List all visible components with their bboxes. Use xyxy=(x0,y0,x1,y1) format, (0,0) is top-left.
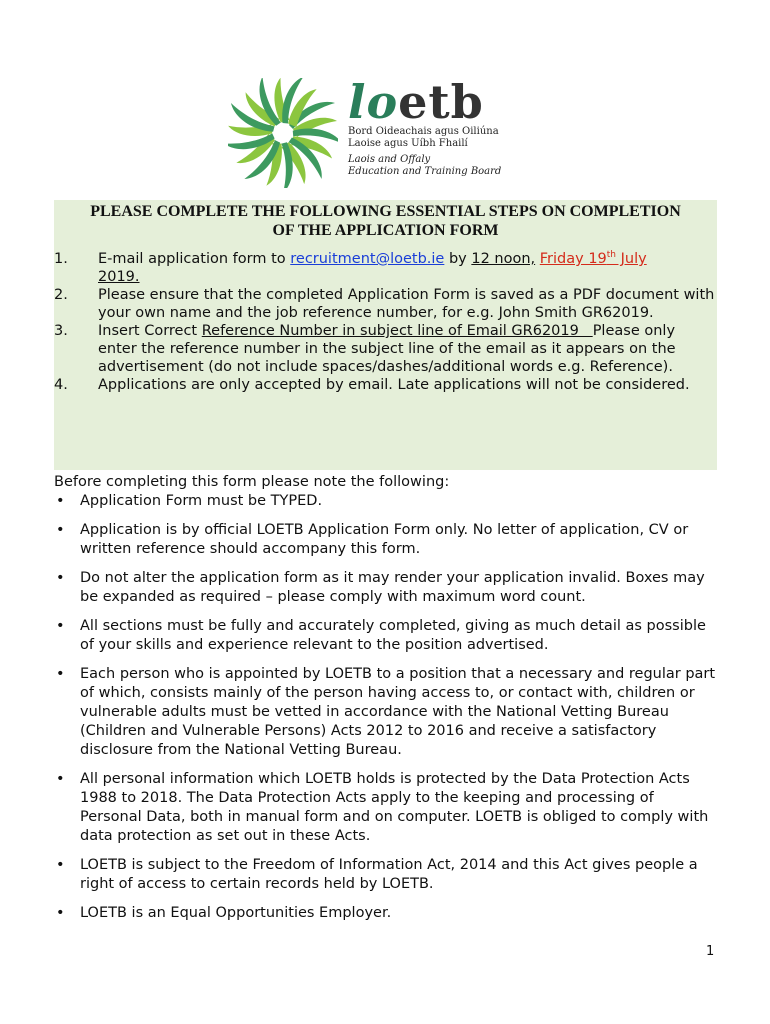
deadline-date-suffix: th xyxy=(606,250,617,261)
logo-wordmark xyxy=(348,75,501,129)
bullet-icon: • xyxy=(56,857,65,873)
deadline-date xyxy=(540,251,647,267)
bullet-icon: • xyxy=(56,522,65,538)
logo-text-block xyxy=(348,75,502,178)
bullet-icon: • xyxy=(56,771,65,787)
deadline-time: 12 noon, xyxy=(471,251,536,267)
step2-text: Please ensure that the completed Application Form is saved as a PDF document with your own name and the job reference number, for e.g. John Smith GR62019. xyxy=(98,287,715,321)
steps-title-line-1: PLEASE COMPLETE THE FOLLOWING ESSENTIAL STEPS ON COMPLETION xyxy=(90,203,681,220)
step-item-3 xyxy=(54,322,717,376)
steps-title xyxy=(54,202,717,240)
step-number: 2. xyxy=(54,287,68,303)
step-number: 4. xyxy=(54,377,68,393)
list-item: • Each person who is appointed by LOETB to a position that a necessary and regular part of which, consists mainly of the person having access to, or contact with, children or vulnerable adults must be vetted in accordance with the National Vetting Bureau (Children and Vulnerable Persons) Acts 2012 to 2016 and receive a satisfactory disclosure from the National Vetting Bureau. xyxy=(56,666,716,758)
list-item: • LOETB is an Equal Opportunities Employer. xyxy=(56,905,392,921)
logo-irish-line-1: Bord Oideachais agus Oiliúna xyxy=(348,126,499,137)
deadline-date-month: July xyxy=(616,251,647,267)
bullet-icon: • xyxy=(56,666,65,682)
notes-intro: Before completing this form please note the following: xyxy=(54,474,450,490)
logo-english-line-2: Education and Training Board xyxy=(348,166,502,177)
step-item-4 xyxy=(54,376,717,394)
bullet-icon: • xyxy=(56,618,65,634)
deadline-date-day: Friday 19 xyxy=(539,251,607,267)
logo-english-line-1: Laois and Offaly xyxy=(348,154,431,165)
step4-text: Applications are only accepted by email. Late applications will not be considered. xyxy=(98,377,690,393)
loetb-logo xyxy=(228,75,502,188)
swirl-emblem-icon xyxy=(228,78,338,188)
bullet-icon: • xyxy=(56,570,65,586)
notes-bullet-list xyxy=(54,492,719,923)
page-number: 1 xyxy=(706,944,715,959)
list-item: • LOETB is subject to the Freedom of Information Act, 2014 and this Act gives people a right of access to certain records held by LOETB. xyxy=(56,857,698,892)
deadline-year: 2019. xyxy=(98,269,140,285)
step1-prefix: E-mail application form to xyxy=(98,251,291,267)
list-item: • Application is by official LOETB Application Form only. No letter of application, CV or written reference should accompany this form. xyxy=(56,522,689,557)
step3-prefix: Insert Correct xyxy=(98,323,202,339)
notes-section xyxy=(54,473,719,923)
bullet-icon: • xyxy=(56,905,65,921)
list-item: • Do not alter the application form as it may render your application invalid. Boxes may be expanded as required – please comply with maximum word count. xyxy=(56,570,705,605)
reference-number-instruction: Reference Number in subject line of Email GR62019 xyxy=(201,323,593,339)
step-item-1 xyxy=(54,250,717,286)
logo-irish-line-2: Laoise agus Uíbh Fhailí xyxy=(348,138,468,149)
logo-word-etb: etb xyxy=(398,75,484,129)
steps-title-line-2: OF THE APPLICATION FORM xyxy=(272,222,499,239)
steps-list xyxy=(54,250,717,394)
list-item: • Application Form must be TYPED. xyxy=(56,493,323,509)
logo-word-lo: lo xyxy=(348,75,399,129)
recruitment-email-link[interactable]: recruitment@loetb.ie xyxy=(290,251,445,267)
step-number: 1. xyxy=(54,251,68,267)
list-item: • All personal information which LOETB holds is protected by the Data Protection Acts 1988 to 2018. The Data Protection Acts apply to the keeping and processing of Personal Data, both in manual form and on computer. LOETB is obliged to comply with data protection as set out in these Acts. xyxy=(56,771,709,844)
bullet-icon: • xyxy=(56,493,65,509)
step1-mid: by xyxy=(444,251,472,267)
list-item: • All sections must be fully and accurately completed, giving as much detail as possible of your skills and experience relevant to the position advertised. xyxy=(56,618,706,653)
essential-steps-box xyxy=(54,200,717,470)
step3-suffix: Please only enter the reference number in the subject line of the email as it appears on the advertisement (do not include spaces/dashes/additional words e.g. Reference). xyxy=(98,323,676,375)
step-number: 3. xyxy=(54,323,68,339)
step-item-2 xyxy=(54,286,717,322)
